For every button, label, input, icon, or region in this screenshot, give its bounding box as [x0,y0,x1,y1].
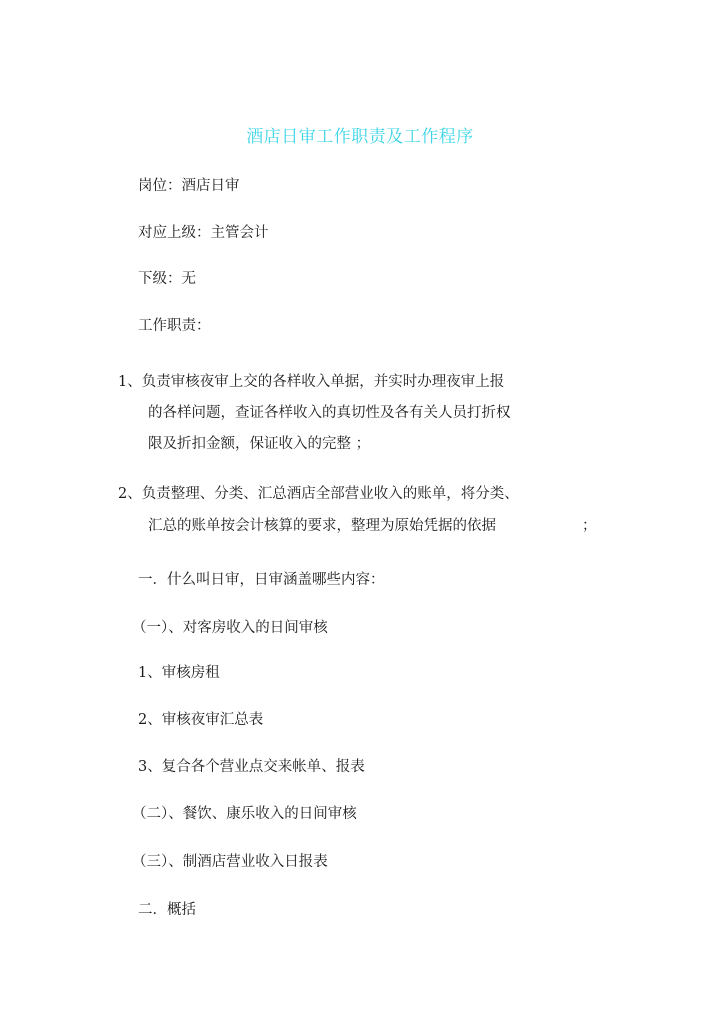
duty1-line2: 的各样问题，查证各样收入的真切性及各有关人员打折权 [148,405,511,421]
section1-heading: 一．什么叫日审，日审涵盖哪些内容： [138,572,385,588]
section2-heading: 二．概括 [138,902,196,918]
duty2-line1: 2、负责整理、分类、汇总酒店全部营业收入的账单，将分类、 [118,486,519,502]
item2: 2、审核夜审汇总表 [138,712,264,728]
duties-heading: 工作职责： [138,318,211,334]
position-line: 岗位：酒店日审 [138,178,240,194]
sub3-heading: （三）、制酒店营业收入日报表 [132,854,328,870]
duty2-line2: 汇总的账单按会计核算的要求，整理为原始凭据的依据 [148,518,496,534]
duty2-line2-end: ； [582,518,597,534]
superior-line: 对应上级：主管会计 [138,225,269,241]
sub2-heading: （二）、餐饮、康乐收入的日间审核 [132,806,357,822]
subordinate-line: 下级：无 [138,271,196,287]
duty1-line3: 限及折扣金额，保证收入的完整 ； [148,436,371,452]
sub1-heading: （一）、对客房收入的日间审核 [132,620,328,636]
item1: 1、审核房租 [138,665,220,681]
document-title: 酒店日审工作职责及工作程序 [246,127,474,147]
duty1-line1: 1、负责审核夜审上交的各样收入单据，并实时办理夜审上报 [118,374,505,390]
item3: 3、复合各个营业点交来帐单、报表 [138,759,365,775]
